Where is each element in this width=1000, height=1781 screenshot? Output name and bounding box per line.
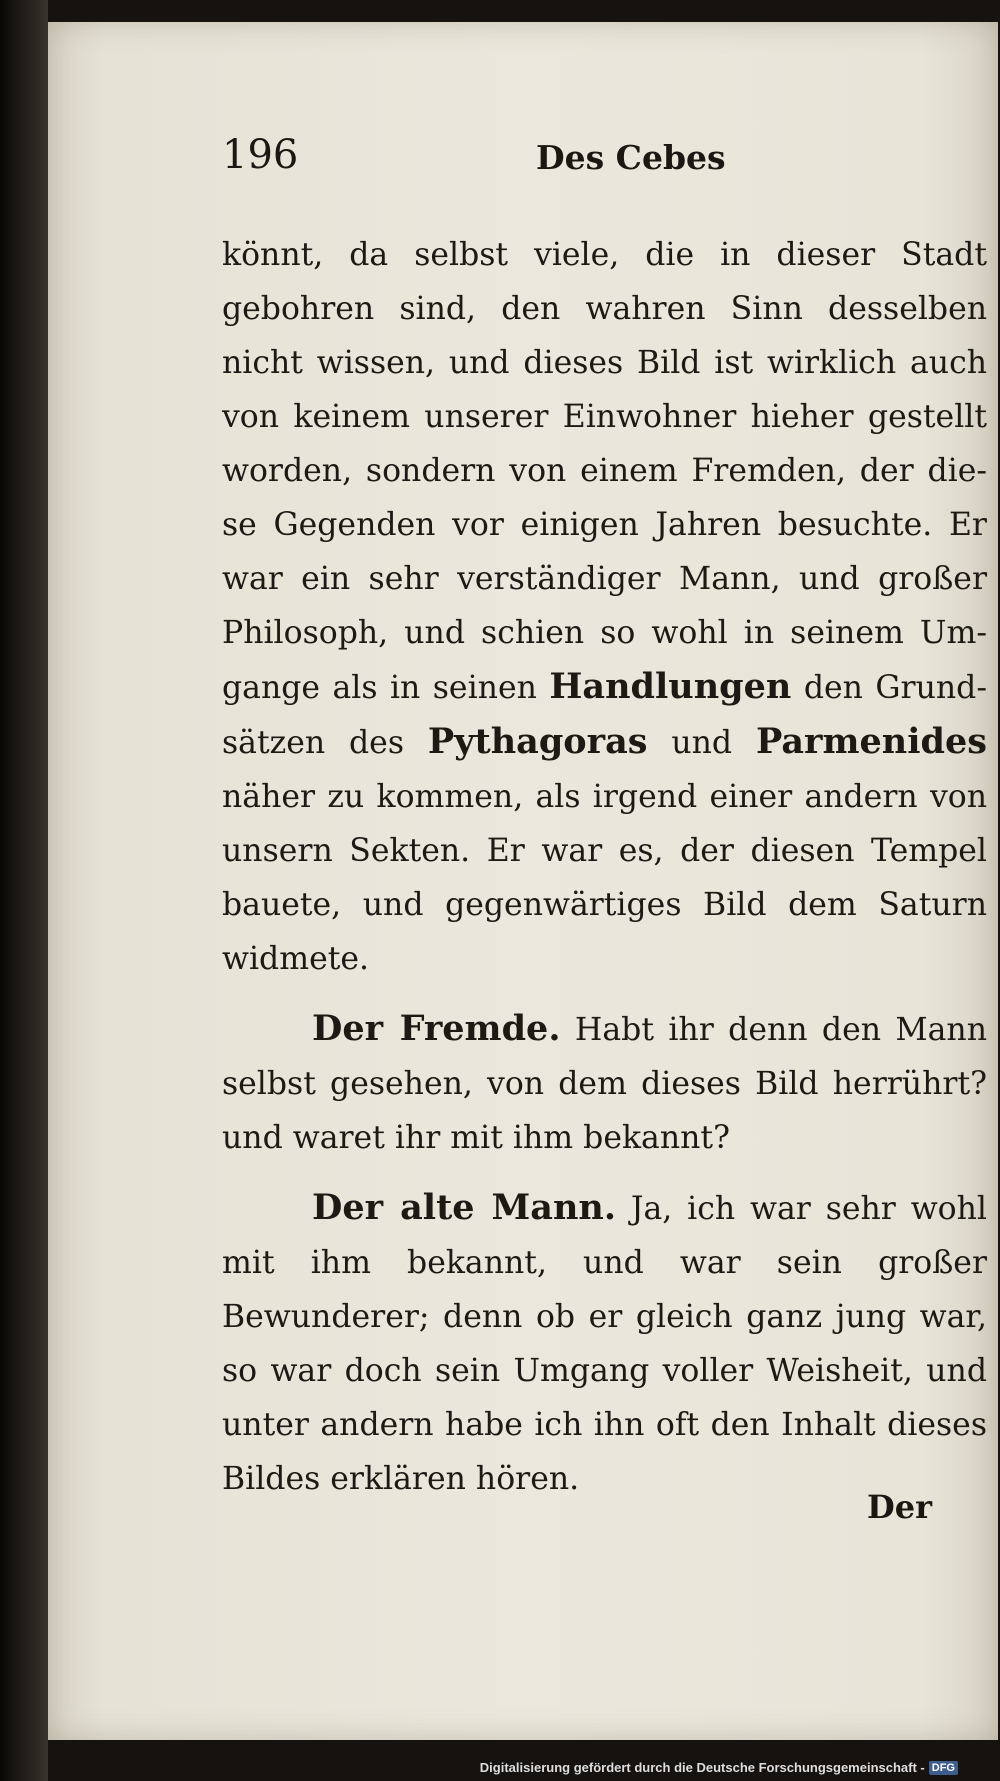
catchword: Der: [867, 1488, 932, 1526]
paragraph-1-text-c: und: [671, 725, 733, 761]
running-title: Des Cebes: [536, 138, 726, 177]
speaker-der-fremde: Der Fremde.: [312, 1008, 561, 1049]
body-text: [222, 228, 987, 1506]
digitization-credit: [480, 1760, 958, 1775]
paragraph-1-text-b: den Grundsätzen des: [222, 670, 987, 761]
speaker-der-alte-mann: Der alte Mann.: [312, 1187, 617, 1228]
scan-left-edge: [0, 0, 48, 1781]
book-page: [48, 22, 998, 1740]
emphasis-pythagoras: Pythagoras: [427, 721, 648, 762]
credit-text: Digitalisierung gefördert durch die Deutsche Forschungsgemeinschaft -: [479, 1760, 925, 1775]
running-head: [48, 132, 998, 182]
page-number: 196: [222, 132, 299, 178]
emphasis-handlungen: Handlungen: [549, 666, 792, 707]
paragraph-1-text: könnt, da selbst viele, die in dieser Stadt gebohren sind, den wahren Sinn desselben nicht wissen, und dieses Bild ist wirklich auch von keinem unserer Einwohner hieher gestellt worden, sondern von einem Fremden, der diese Gegenden vor einigen Jahren besuchte. Er war ein sehr verständiger Mann, und großer Philosoph, und schien so wohl in seinem Umgange als in seinen: [222, 237, 987, 706]
dfg-logo: DFG: [929, 1761, 958, 1775]
paragraph-1: [222, 228, 987, 986]
paragraph-2: [222, 1002, 987, 1165]
paragraph-2-text: Habt ihr denn den Mann selbst gesehen, von dem dieses Bild herrührt? und waret ihr mit ihm bekannt?: [222, 1012, 987, 1156]
paragraph-3-text: Ja, ich war sehr wohl mit ihm bekannt, und war sein großer Bewunderer; denn ob er gleich ganz jung war, so war doch sein Umgang voller Weisheit, und unter andern habe ich ihn oft den Inhalt dieses Bildes erklären hören.: [222, 1191, 987, 1497]
emphasis-parmenides: Parmenides: [756, 721, 987, 762]
paragraph-3: [222, 1181, 987, 1506]
paragraph-1-text-d: näher zu kommen, als irgend einer andern von unsern Sekten. Er war es, der diesen Tempel bauete, und gegenwärtiges Bild dem Saturn widmete.: [222, 779, 987, 977]
